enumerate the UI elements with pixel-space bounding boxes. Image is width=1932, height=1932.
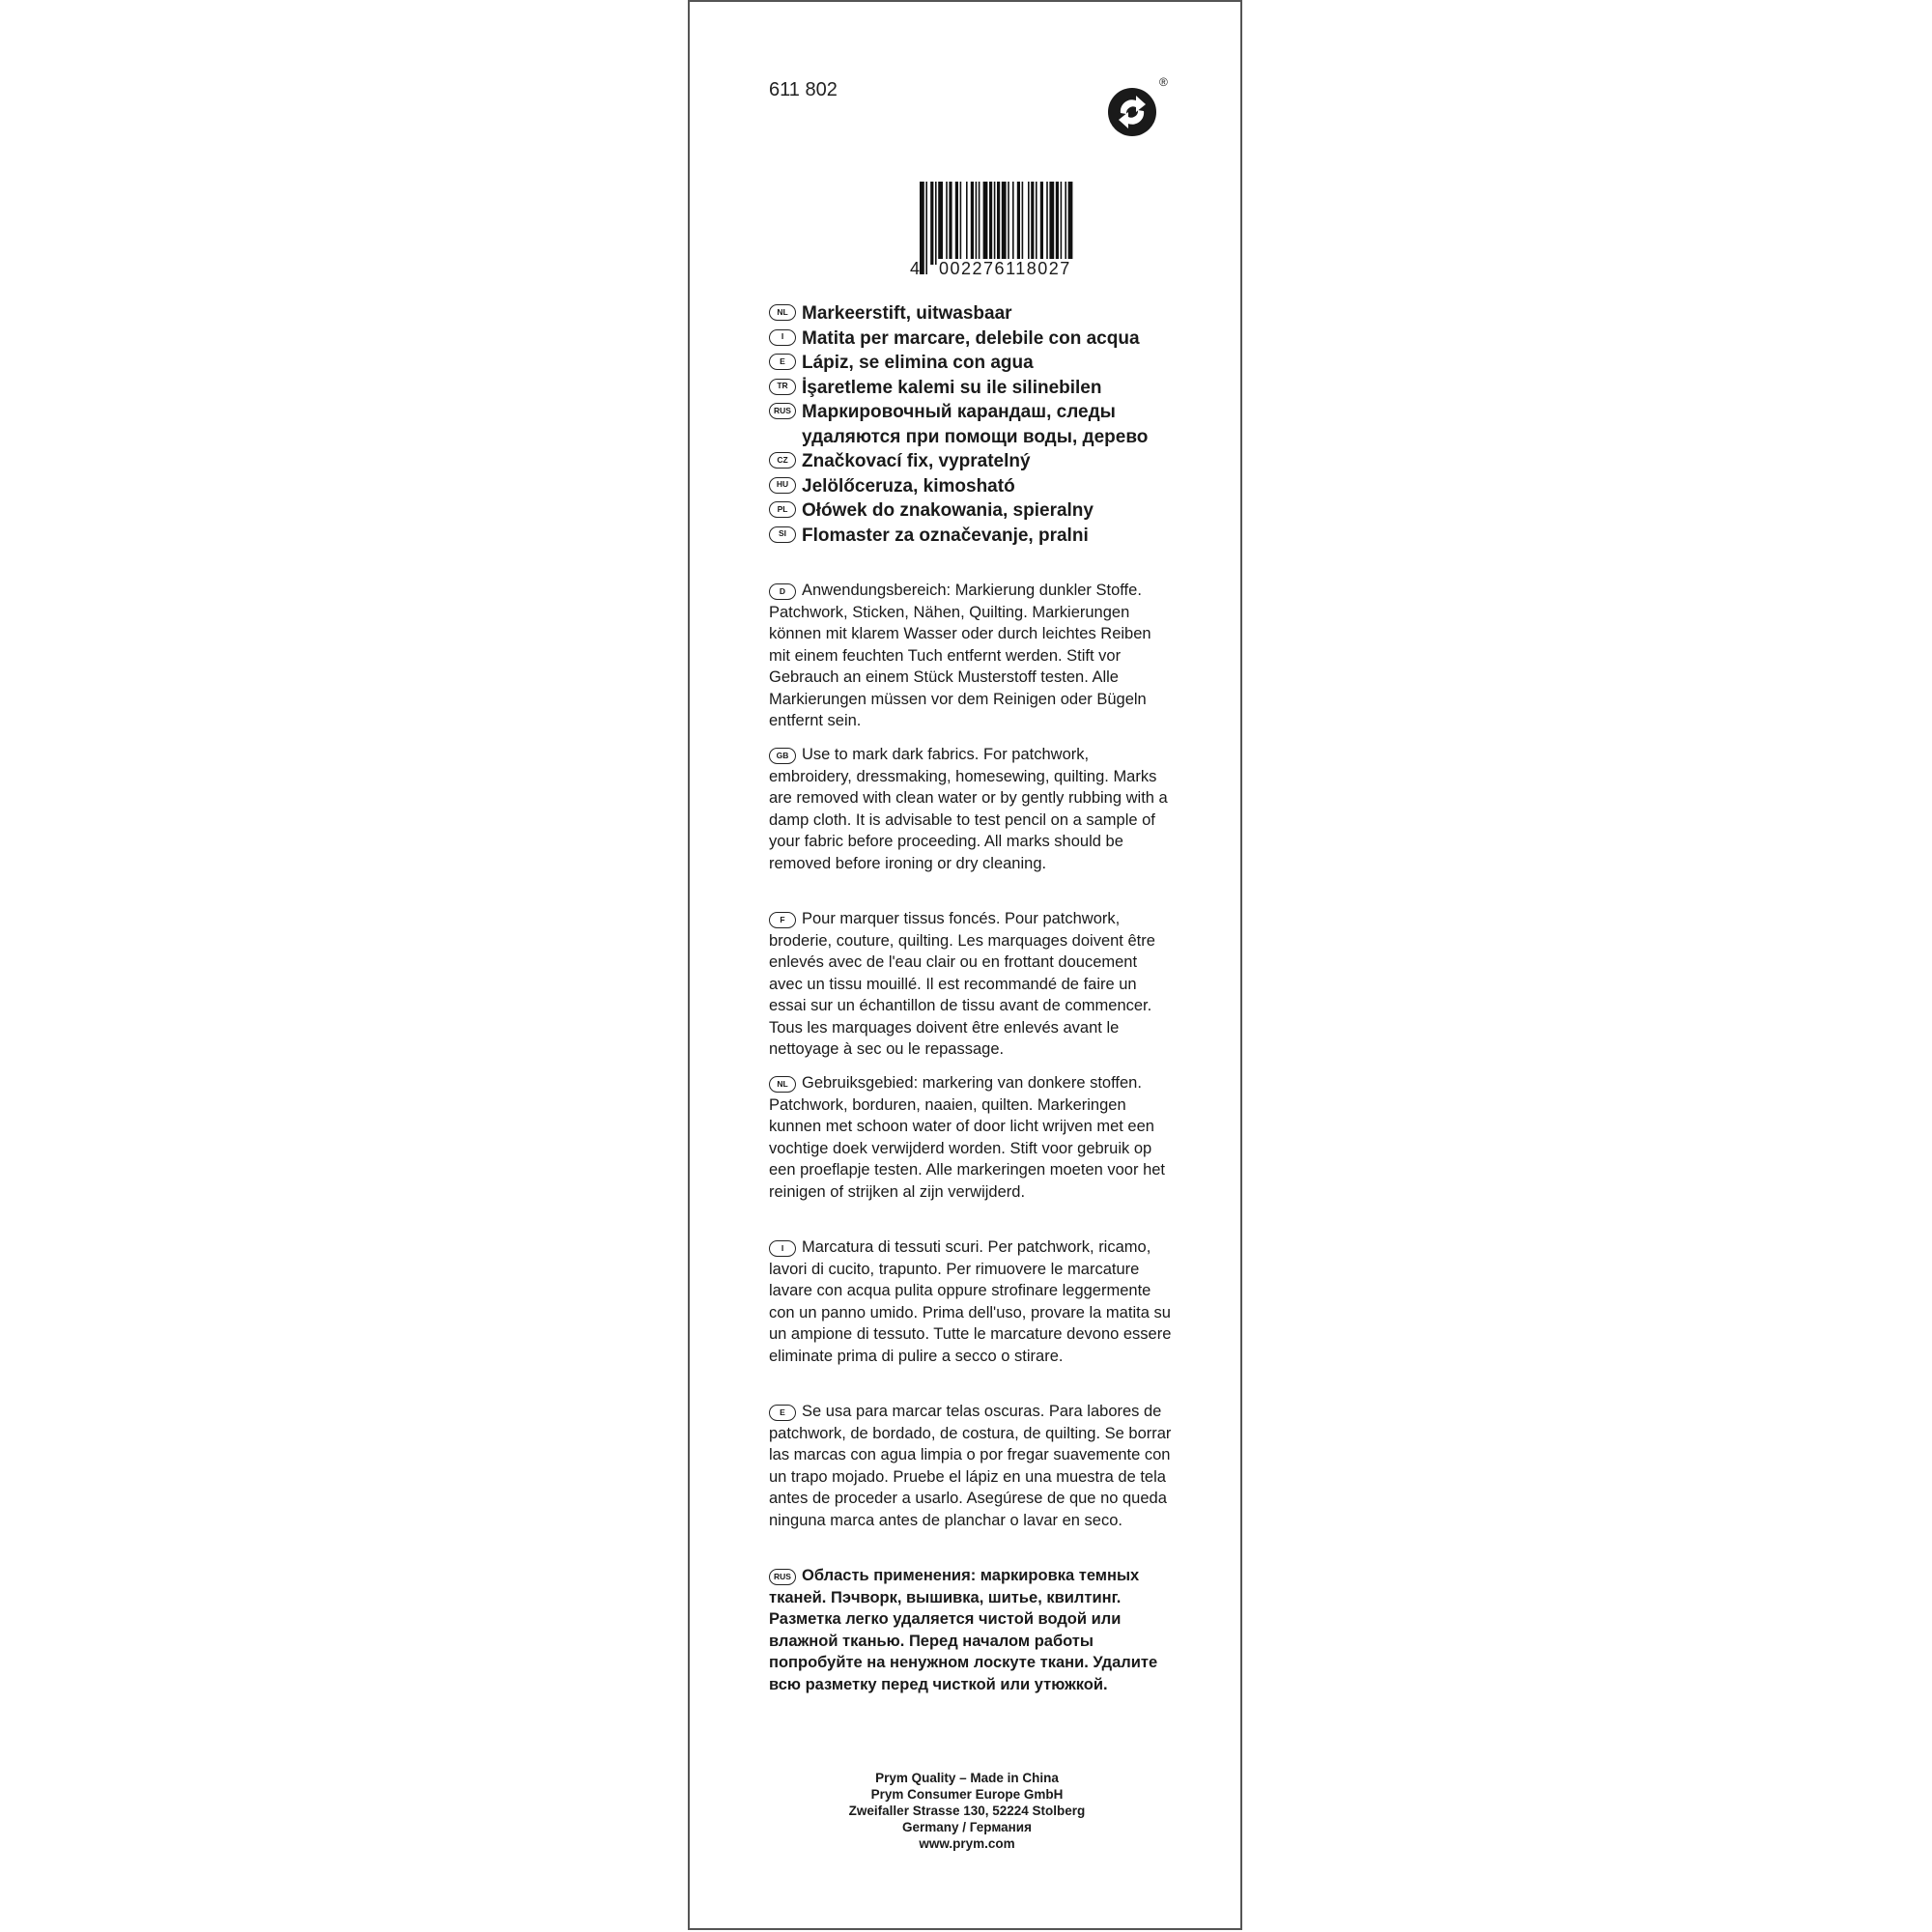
footer-website: www.prym.com: [919, 1836, 1015, 1851]
title-text: İşaretleme kalemi su ile silinebilen: [802, 377, 1102, 398]
title-row-i: [769, 327, 1175, 352]
title-row-tr: [769, 376, 1175, 401]
barcode-bar: [1040, 182, 1043, 265]
barcode-bar: [1012, 182, 1014, 265]
manufacturer-footer: [690, 1770, 1244, 1852]
registered-mark: ®: [1159, 75, 1168, 89]
description-e: [769, 1401, 1175, 1531]
barcode-bar: [925, 182, 927, 274]
title-row-rus: [769, 400, 1175, 449]
barcode-bar: [935, 182, 937, 265]
language-badge: I: [769, 329, 796, 346]
label-card: [688, 0, 1242, 1930]
footer-quality: Prym Quality – Made in China: [875, 1771, 1059, 1785]
barcode-bar: [1049, 182, 1054, 265]
language-badge: PL: [769, 501, 796, 518]
title-text: Značkovací fix, vypratelný: [802, 451, 1031, 471]
language-badge: GB: [769, 748, 796, 764]
title-row-e: [769, 351, 1175, 376]
article-number: 611 802: [769, 79, 838, 100]
barcode-bar: [1036, 182, 1037, 265]
barcode-bar: [1061, 182, 1063, 265]
barcode-bar: [960, 182, 962, 265]
language-badge: I: [769, 1240, 796, 1257]
title-text: Маркировочный карандаш, следы удаляются при помощи воды, дерево: [802, 402, 1149, 447]
description-de: [769, 580, 1175, 732]
barcode-bar: [989, 182, 992, 265]
title-row-pl: [769, 498, 1175, 524]
barcode-digits: 002276118027: [939, 259, 1071, 278]
footer-address: Zweifaller Strasse 130, 52224 Stolberg: [848, 1804, 1086, 1818]
barcode-bar: [1056, 182, 1059, 265]
barcode-bar: [955, 182, 958, 265]
barcode-bar: [946, 182, 948, 265]
language-badge: SI: [769, 526, 796, 543]
footer-company: Prym Consumer Europe GmbH: [870, 1787, 1064, 1802]
description-text: Gebruiksgebied: markering van donkere stoffen. Patchwork, borduren, naaien, quilten. Markeringen kunnen met schoon water of door licht wrijven met een vochtige doek verwijderd worden. Stift voor gebruik op een proeflapje testen. Alle markeringen moeten voor het reinigen of strijken al zijn verwijderd.: [769, 1074, 1166, 1201]
barcode-bar: [1028, 182, 1030, 265]
language-badge: TR: [769, 379, 796, 395]
barcode-bar: [979, 182, 980, 265]
footer-country: Germany / Германия: [902, 1820, 1032, 1834]
barcode-bar: [1046, 182, 1048, 265]
description-text: Pour marquer tissus foncés. Pour patchwork, broderie, couture, quilting. Les marquages doivent être enlevés avec de l'eau clair ou en frottant doucement avec un tissu mouillé. Il est recommandé de faire un essai sur un échantillon de tissu avant de commencer. Tous les marquages doivent être enlevés avant le nettoyage à sec ou le repassage.: [769, 910, 1155, 1058]
title-text: Markeerstift, uitwasbaar: [802, 303, 1012, 324]
description-text: Marcatura di tessuti scuri. Per patchwork, ricamo, lavori di cucito, trapunto. Per rimuovere le marcature lavare con acqua pulita oppure strofinare leggermente con un panno umido. Prima dell'uso, provare la matita su un ampione di tessuto. Tutte le marcature devono essere eliminate prima di pulire a secco o stirare.: [769, 1238, 1172, 1365]
barcode-bar: [1022, 182, 1024, 265]
title-row-hu: [769, 474, 1175, 499]
language-badge: D: [769, 583, 796, 600]
description-rus: [769, 1565, 1175, 1695]
language-badge: NL: [769, 304, 796, 321]
barcode: [910, 182, 1134, 280]
language-badge: NL: [769, 1076, 796, 1093]
title-row-cz: [769, 449, 1175, 474]
barcode-bar: [1017, 182, 1020, 265]
language-badge: RUS: [769, 1569, 796, 1585]
language-badge: HU: [769, 477, 796, 494]
barcode-bar: [1002, 182, 1007, 265]
barcode-bar: [966, 182, 968, 265]
barcode-bar: [976, 182, 978, 265]
title-text: Lápiz, se elimina con agua: [802, 353, 1034, 373]
description-text: Use to mark dark fabrics. For patchwork, embroidery, dressmaking, homesewing, quilting. Marks are removed with clean water or by gently rubbing with a damp cloth. It is advisable to test pencil on a sample of your fabric before proceeding. All marks should be removed before ironing or dry cleaning.: [769, 746, 1168, 872]
green-dot-recycle-icon: [1107, 75, 1168, 139]
description-text: Se usa para marcar telas oscuras. Para labores de patchwork, de bordado, de costura, de quilting. Se borrar las marcas con agua limpia o por fregar suavemente con un trapo mojado. Pruebe el lápiz en una muestra de tela antes de proceder a usarlo. Asegúrese de que no queda ninguna marca antes de planchar o lavar en seco.: [769, 1403, 1172, 1529]
title-row-nl: [769, 301, 1175, 327]
description-gb: [769, 744, 1175, 874]
language-badge: E: [769, 1405, 796, 1421]
description-i: [769, 1236, 1175, 1367]
barcode-bar: [971, 182, 974, 265]
title-row-si: [769, 524, 1175, 549]
description-text: Область применения: маркировка темных тканей. Пэчворк, вышивка, шитье, квилтинг. Разметка легко удаляется чистой водой или влажной тканью. Перед началом работы попробуйте на ненужном лоскуте ткани. Удалите всю разметку перед чисткой или утюжкой.: [769, 1567, 1158, 1693]
language-badge: RUS: [769, 403, 796, 419]
barcode-bar: [949, 182, 952, 265]
title-text: Jelölőceruza, kimosható: [802, 475, 1015, 497]
barcode-bar: [1031, 182, 1034, 265]
description-f: [769, 908, 1175, 1061]
barcode-bar: [983, 182, 988, 265]
title-text: Flomaster za označevanje, pralni: [802, 525, 1089, 546]
language-badge: E: [769, 354, 796, 370]
language-badge: F: [769, 912, 796, 928]
barcode-bar: [938, 182, 943, 265]
description-text: Anwendungsbereich: Markierung dunkler Stoffe. Patchwork, Sticken, Nähen, Quilting. Markierungen können mit klarem Wasser oder durch leichtes Reiben mit einem feuchten Tuch entfernt werden. Stift vor Gebrauch an einem Stück Musterstoff testen. Alle Markierungen müssen vor dem Reinigen oder Bügeln entfernt sein.: [769, 582, 1151, 729]
product-titles: [769, 301, 1175, 548]
barcode-first-digit: 4: [910, 259, 922, 278]
language-badge: CZ: [769, 452, 796, 469]
barcode-bar: [1008, 182, 1009, 265]
description-nl: [769, 1072, 1175, 1203]
barcode-bar: [930, 182, 933, 265]
title-text: Ołówek do znakowania, spieralny: [802, 500, 1094, 521]
title-text: Matita per marcare, delebile con acqua: [802, 327, 1140, 349]
